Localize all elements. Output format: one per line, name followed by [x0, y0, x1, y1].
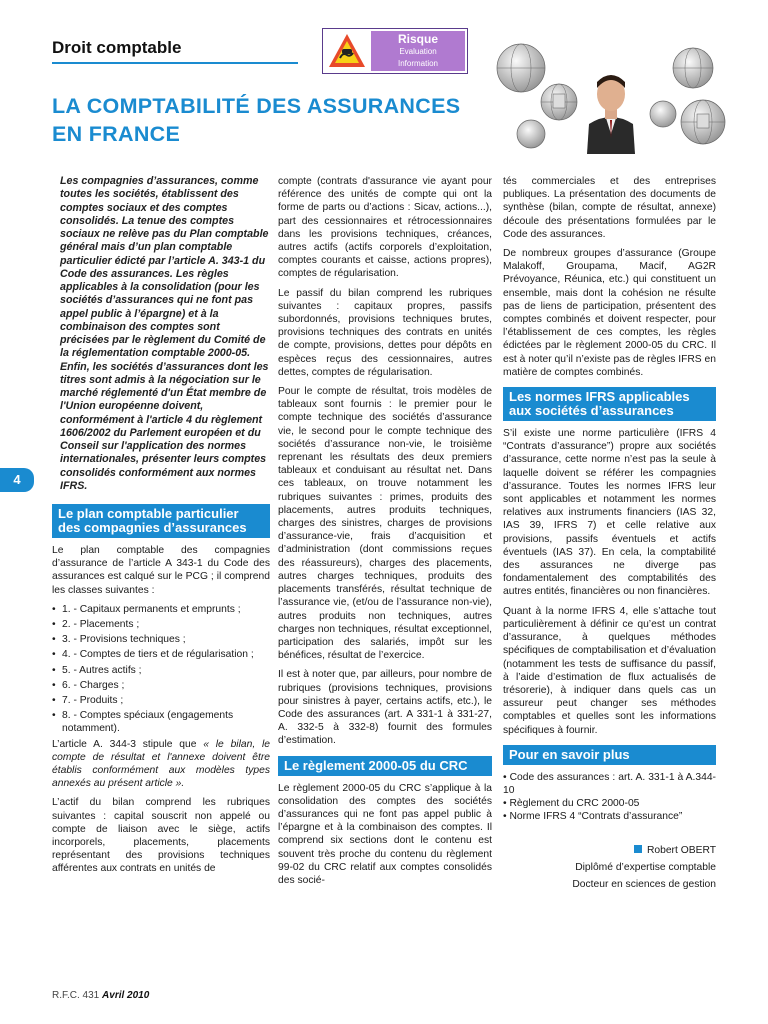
- list-item: • 3. - Provisions techniques ;: [52, 634, 186, 646]
- title-line-1: LA COMPTABILITÉ DES ASSURANCES: [52, 94, 461, 118]
- col2-paragraph-2: Le passif du bilan comprend les rubriques suivantes : capitaux propres, passifs subordonnés, provisions techniques brutes, provisions techniques des contrats en unités de compte, provisions, dettes pour dépôts en espèces reçus des cessionnaires, autres dettes, comptes de régularisation.: [278, 287, 492, 378]
- section-label: Droit comptable: [52, 38, 182, 57]
- logo-line2: Evaluation: [399, 47, 437, 56]
- risk-logo: [322, 28, 468, 74]
- list-item: • 8. - Comptes spéciaux (engagements notamment).: [52, 710, 234, 735]
- page-number-tab: 4: [0, 468, 34, 492]
- column-2: [278, 175, 492, 887]
- reference-item: • Code des assurances : art. A. 331-1 à A.344-10: [503, 771, 716, 796]
- list-item: • 6. - Charges ;: [52, 679, 125, 691]
- author-title-1: Diplômé d’expertise comptable: [575, 861, 716, 873]
- risk-panel: [371, 31, 465, 71]
- column-3: [503, 175, 716, 893]
- col2-paragraph-4: Il est à noter que, par ailleurs, pour nombre de rubriques (provisions techniques, provisions pour sinistres à payer, certains actifs, etc.), le Code des assurances (art. A 331-1 à 331-27, A. 332-5 à 332-8) fournit des formules d’estimation.: [278, 669, 492, 747]
- col3-paragraph-1: tés commerciales et des entreprises publiques. La présentation des documents de synthèse (bilan, compte de résultat, annexe) découle des présentations formulées par le Code des assurances.: [503, 176, 716, 240]
- col3-paragraph-2: De nombreux groupes d’assurance (Groupe Malakoff, Groupama, Macif, AG2R Prévoyance, Réunica, etc.) qui constituent un ensemble, mais dont la cohésion ne résulte pas de liens de participation, présentent des comptes combinés et doivent respecter, pour l’établissement de ces comptes, les règles édictées par le règlement 2000-05 du CRC. Il est à noter qu’il n’existe pas de règles IFRS en matière de comptes combinés.: [503, 248, 716, 378]
- title-rule: [52, 62, 298, 64]
- col2-paragraph-3: Pour le compte de résultat, trois modèles de tableaux sont fournis : le premier pour le compte technique des sociétés d’assurance vie, le second pour le compte technique des sociétés d’assurance non-vie, le troisième reprenant les résultats des deux premiers tableaux et conduisant au résultat net. Dans ces tableaux, on trouve notamment les rubriques suivantes : primes, produits des placements, autres produits techniques, charges des sinistres, charges de provisions d’assurance-vie, frais d’acquisition et d’administration (dont commissions reçues des réassureurs), charges des placements, autres charges techniques, produits des placements transférés, résultat technique de l’assurance vie, (et/ou de l’assurance non-vie), autres produits non techniques, autres charges non techniques, résultat exceptionnel, participation des salariés, impôt sur les bénéfices, résultat de l’exercice.: [278, 386, 492, 662]
- page-title: [52, 92, 492, 148]
- bullet-square-icon: [634, 845, 642, 853]
- journal-ref: R.F.C. 431: [52, 990, 100, 1001]
- list-item: • 1. - Capitaux permanents et emprunts ;: [52, 603, 241, 615]
- classes-list: [52, 603, 270, 736]
- businessman-globes-illustration: [495, 38, 727, 154]
- logo-line3: Information: [397, 59, 439, 68]
- footer: [52, 990, 149, 1001]
- heading-more: Pour en savoir plus: [503, 745, 716, 765]
- heading-plan: Le plan comptable particulier des compagnies d’assurances: [52, 504, 270, 538]
- warning-sign-icon: [327, 32, 367, 70]
- list-item: • 4. - Comptes de tiers et de régularisation ;: [52, 649, 254, 661]
- actif-paragraph: L’actif du bilan comprend les rubriques suivantes : capital souscrit non appelé ou compte de liaison avec le siège, actifs incorporels, placements, placements représentant des provisions techniques afférentes aux contrats en unités de: [52, 797, 270, 875]
- article-paragraph: L’article A. 344-3 stipule que « le bilan, le compte de résultat et l'annexe doivent être établis conformément aux modèles types annexés au présent article ».: [52, 738, 270, 790]
- heading-reglement: Le règlement 2000-05 du CRC: [278, 756, 492, 776]
- logo-title: Risque: [397, 32, 438, 46]
- col3-paragraph-3: S’il existe une norme particulière (IFRS 4 “Contrats d’assurance”) propre aux sociétés d’assurance, cette norme n’est pas la seule à laquelle doivent se référer les compagnies d’assurance. Toutes les normes IFRS leur sont applicables et notamment les normes relatives aux instruments financiers (IAS 32, IAS 39, IFRS 7) et celle relative aux provisions, passifs éventuels et actifs éventuels (IAS 37). En cela, la comptabilité des assurances ne diverge pas fondamentalement des comptabilités des autres entités, financières ou non financières.: [503, 428, 716, 598]
- author-title-2: Docteur en sciences de gestion: [572, 878, 716, 890]
- reference-item: • Règlement du CRC 2000-05: [503, 798, 640, 810]
- lede: Les compagnies d’assurances, comme toutes les sociétés, établissent des comptes sociaux et des comptes consolidés. La tenue des comptes sociaux ne relève pas du Plan comptable général mais d’un plan comptable particulier édicté par l’article A. 343-1 du Code des assurances. Les règles applicables à la consolidation (pour les sociétés d’assurances qui ne font pas appel public à l’épargne) et à la combinaison des comptes sont précisées par le règlement du Comité de la réglementation comptable 2000-05. Enfin, les sociétés d’assurances dont les titres sont admis à la négociation sur le marché réglementé d'un État membre de l'Union européenne doivent, conformément à l'article 4 du règlement 1606/2002 du Parlement européen et du Conseil sur l'application des normes internationales, présenter leurs comptes consolidés conformément aux normes IFRS.: [60, 175, 269, 492]
- plan-intro: Le plan comptable des compagnies d’assurance de l’article A 343-1 du Code des assurances est calqué sur le PCG ; il comprend les classes suivantes :: [52, 545, 270, 596]
- heading-ifrs: Les normes IFRS applicables aux sociétés d’assurances: [503, 387, 716, 421]
- author-name: Robert OBERT: [503, 842, 716, 859]
- column-1: [52, 175, 270, 876]
- col2-paragraph-1: compte (contrats d'assurance vie ayant pour référence des unités de compte qui ont la forme de parts ou d’actions : Sicav, actions...), part des cessionnaires et rétrocessionnaires dans les provisions techniques, créances, autres actifs (actifs corporels d’exploitation, comptes courants et caisse, actions propres), comptes de régularisation.: [278, 176, 492, 280]
- title-line-2: EN FRANCE: [52, 122, 181, 146]
- list-item: • 7. - Produits ;: [52, 695, 124, 707]
- issue-date: Avril 2010: [102, 990, 150, 1001]
- list-item: • 5. - Autres actifs ;: [52, 664, 142, 676]
- list-item: • 2. - Placements ;: [52, 619, 140, 631]
- col3-paragraph-4: Quant à la norme IFRS 4, elle s’attache tout particulièrement à définir ce qu’est un contrat d’assurance, à quelques méthodes spécifiques de comptabilisation et d’évaluation (notamment les tests de suffisance du passif, à l’aide d’estimation de flux actualisés de trésorerie), à indiquer dans quels cas un assureur peut changer ses méthodes comptables et quelles sont les informations spécifiques à fournir.: [503, 605, 716, 736]
- col2-paragraph-5: Le règlement 2000-05 du CRC s’applique à la consolidation des comptes des sociétés d’assurances qui ne font pas appel public à l’épargne et à la combinaison des comptes. Il comprend six sections dont le contenu est souvent très proche du contenu du règlement 99-02 du CRC relatif aux comptes consolidés des socié-: [278, 782, 492, 886]
- reference-item: • Norme IFRS 4 “Contrats d’assurance”: [503, 811, 683, 823]
